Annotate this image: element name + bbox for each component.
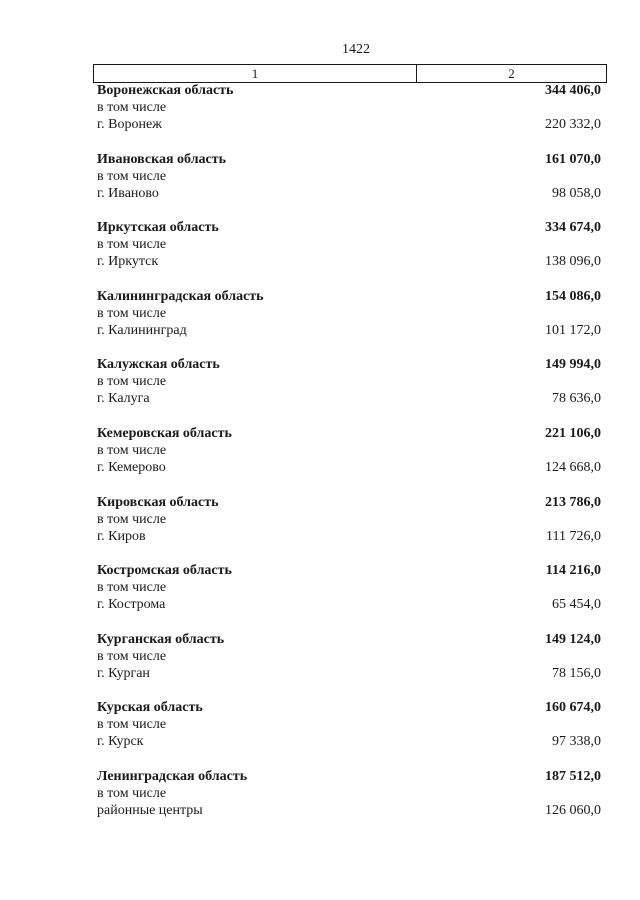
region-row <box>97 425 601 442</box>
region-entry-ivanovo <box>97 151 601 220</box>
region-total: 221 106,0 <box>545 425 601 441</box>
region-entry-voronezh <box>97 82 601 151</box>
region-name: Иркутская область <box>97 220 219 236</box>
region-total: 213 786,0 <box>545 494 601 510</box>
subtitle-text: в том числе <box>97 237 167 253</box>
city-amount: 65 454,0 <box>552 597 601 613</box>
column-2-header: 2 <box>508 66 515 81</box>
region-name: Курская область <box>97 700 203 716</box>
city-amount: 78 156,0 <box>552 665 601 681</box>
subtitle-row <box>97 168 601 185</box>
city-name: районные центры <box>97 802 203 818</box>
region-name: Воронежская область <box>97 83 234 98</box>
city-row <box>97 459 601 476</box>
subtitle-row <box>97 648 601 665</box>
region-row <box>97 288 601 305</box>
region-name: Костромская область <box>97 563 232 579</box>
city-name: г. Калининград <box>97 322 187 338</box>
region-entry-irkutsk <box>97 219 601 288</box>
region-name: Калининградская область <box>97 288 264 304</box>
city-name: г. Кострома <box>97 597 166 613</box>
region-name: Ленинградская область <box>97 768 248 784</box>
region-entry-leningrad <box>97 768 601 837</box>
region-row <box>97 699 601 716</box>
region-row <box>97 494 601 511</box>
region-total: 160 674,0 <box>545 700 601 716</box>
region-row <box>97 219 601 236</box>
subtitle-row <box>97 236 601 253</box>
city-name: г. Иркутск <box>97 254 159 270</box>
region-row <box>97 768 601 785</box>
page-number: 1422 <box>342 42 370 57</box>
city-name: г. Калуга <box>97 391 150 407</box>
subtitle-row <box>97 442 601 459</box>
column-1-header: 1 <box>94 65 417 82</box>
region-total: 149 124,0 <box>545 631 601 647</box>
city-name: г. Киров <box>97 528 146 544</box>
city-amount: 111 726,0 <box>546 528 601 544</box>
city-amount: 138 096,0 <box>545 254 601 270</box>
region-total: 149 994,0 <box>545 357 601 373</box>
city-amount: 220 332,0 <box>545 117 601 132</box>
city-amount: 78 636,0 <box>552 391 601 407</box>
city-row <box>97 733 601 750</box>
region-entry-kostroma <box>97 562 601 631</box>
region-entry-kaliningrad <box>97 288 601 357</box>
city-row <box>97 390 601 407</box>
region-total: 154 086,0 <box>545 288 601 304</box>
region-name: Кировская область <box>97 494 219 510</box>
subtitle-text: в том числе <box>97 785 167 801</box>
table-column-header <box>93 64 607 83</box>
region-name: Калужская область <box>97 357 220 373</box>
subtitle-text: в том числе <box>97 580 167 596</box>
city-row <box>97 665 601 682</box>
city-row <box>97 185 601 202</box>
city-row <box>97 596 601 613</box>
city-name: г. Кемерово <box>97 459 166 475</box>
region-row <box>97 562 601 579</box>
subtitle-row <box>97 511 601 528</box>
region-entry-kaluga <box>97 356 601 425</box>
budget-table-body <box>97 82 601 837</box>
city-name: г. Воронеж <box>97 117 162 132</box>
region-entry-kurgan <box>97 631 601 700</box>
city-row <box>97 528 601 545</box>
subtitle-text: в том числе <box>97 168 167 184</box>
region-total: 161 070,0 <box>545 151 601 167</box>
region-entry-kemerovo <box>97 425 601 494</box>
region-total: 334 674,0 <box>545 220 601 236</box>
city-amount: 97 338,0 <box>552 734 601 750</box>
region-row <box>97 151 601 168</box>
region-total: 344 406,0 <box>545 83 601 98</box>
subtitle-text: в том числе <box>97 305 167 321</box>
subtitle-row <box>97 716 601 733</box>
city-name: г. Иваново <box>97 185 159 201</box>
region-row <box>97 631 601 648</box>
city-amount: 101 172,0 <box>545 322 601 338</box>
subtitle-row <box>97 373 601 390</box>
region-entry-kursk <box>97 699 601 768</box>
subtitle-row <box>97 785 601 802</box>
subtitle-text: в том числе <box>97 442 167 458</box>
subtitle-row <box>97 305 601 322</box>
city-row <box>97 253 601 270</box>
city-name: г. Курск <box>97 734 144 750</box>
city-row <box>97 116 601 133</box>
region-name: Ивановская область <box>97 151 227 167</box>
region-row <box>97 356 601 373</box>
subtitle-text: в том числе <box>97 511 167 527</box>
city-name: г. Курган <box>97 665 150 681</box>
region-total: 114 216,0 <box>545 563 601 579</box>
city-amount: 98 058,0 <box>552 185 601 201</box>
subtitle-text: в том числе <box>97 717 167 733</box>
subtitle-row <box>97 99 601 116</box>
subtitle-row <box>97 579 601 596</box>
region-row <box>97 82 601 99</box>
region-total: 187 512,0 <box>545 768 601 784</box>
subtitle-text: в том числе <box>97 374 167 390</box>
city-row <box>97 802 601 819</box>
city-amount: 126 060,0 <box>545 802 601 818</box>
city-row <box>97 322 601 339</box>
region-name: Кемеровская область <box>97 425 232 441</box>
subtitle-text: в том числе <box>97 648 167 664</box>
region-name: Курганская область <box>97 631 225 647</box>
subtitle-text: в том числе <box>97 100 167 115</box>
city-amount: 124 668,0 <box>545 459 601 475</box>
region-entry-kirov <box>97 494 601 563</box>
